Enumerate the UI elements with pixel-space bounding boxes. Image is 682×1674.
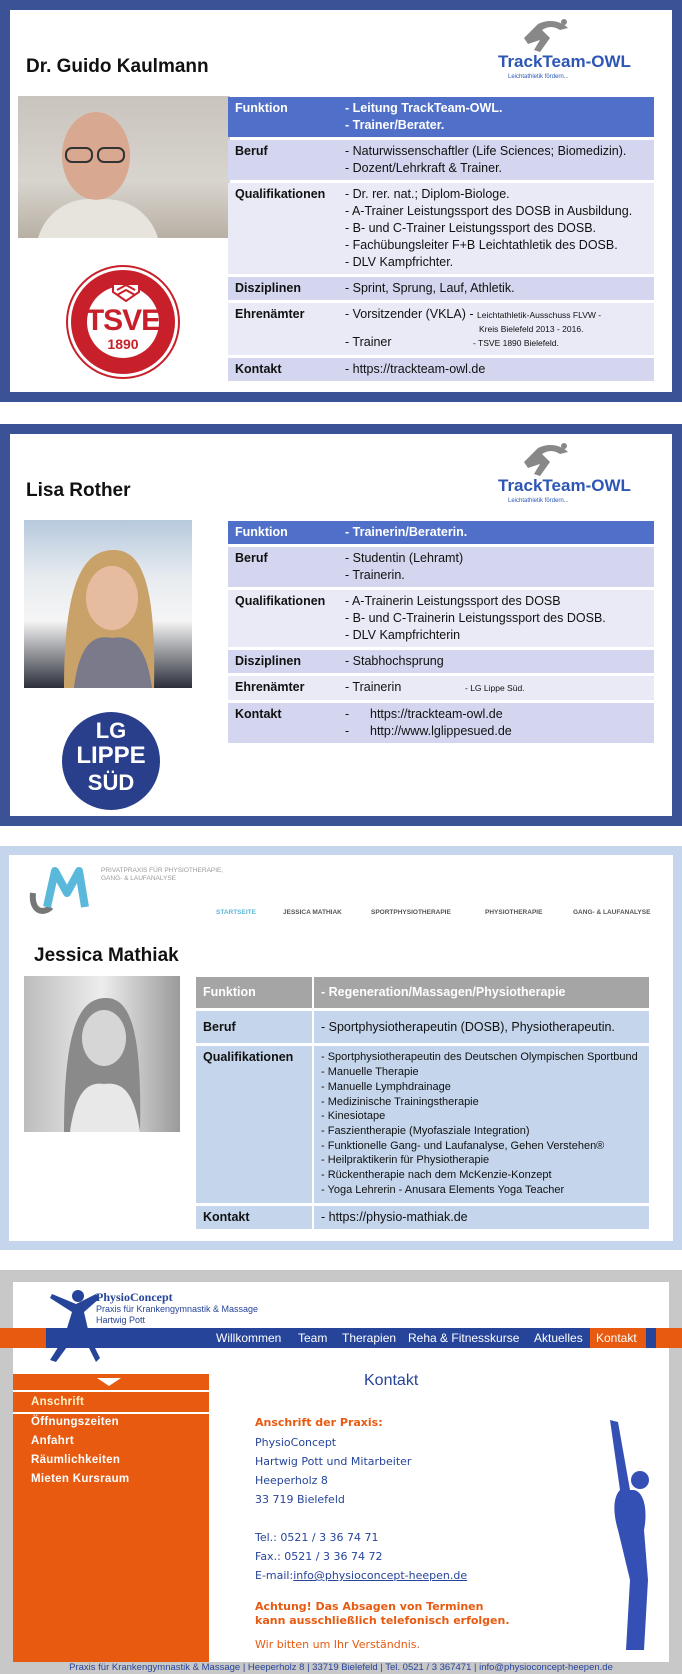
email-link[interactable]: info@physioconcept-heepen.de [293,1569,468,1582]
practice-label: PRIVATPRAXIS FÜR PHYSIOTHERAPIE, GANG- & LAUFANALYSE [101,867,224,882]
row-value: - https://trackteam-owl.de [338,358,654,381]
nav-willkommen[interactable]: Willkommen [216,1331,282,1345]
address-title: Anschrift der Praxis: [255,1416,383,1429]
row-funktion [228,521,654,544]
email-row: E-mail:info@physioconcept-heepen.de [255,1569,468,1582]
sidebar-item-mieten-kursraum[interactable]: Mieten Kursraum [31,1473,130,1485]
profile-photo [24,520,192,688]
nav-physiotherapie[interactable]: PHYSIOTHERAPIE [485,909,543,916]
footer-text: Praxis für Krankengymnastik & Massage | Heeperholz 8 | 33719 Bielefeld | Tel. 0521 / 3 367471 | info@physioconcept-heepen.de [69,1662,613,1673]
profile-photo [18,96,230,238]
row-key: Ehrenämter [228,676,338,700]
info-table [196,974,649,1232]
row-value: - Sportphysiotherapeutin (DOSB), Physiotherapeutin. [314,1011,649,1044]
row-value [338,703,654,743]
row-kontakt [228,703,654,743]
nav-therapien[interactable]: Therapien [342,1331,397,1345]
row-key: Qualifikationen [228,183,338,274]
contact-link[interactable]: - http://www.lglippesued.de [345,724,512,738]
row-key: Kontakt [228,703,338,743]
row-value: - Naturwissenschaftler (Life Sciences; Biomedizin). - Dozent/Lehrkraft & Trainer. [338,140,654,180]
jumping-figure-icon [42,1288,102,1364]
profile-name: Lisa Rother [26,480,131,501]
row-disziplinen [228,650,654,673]
sidebar-item-anfahrt[interactable]: Anfahrt [31,1435,74,1447]
row-value: - Dr. rer. nat.; Diplom-Biologe. - A-Trainer Leistungssport des DOSB in Ausbildung. - B- und C-Trainer Leistungssport des DOSB. - Fachübungsleiter F+B Leichtathletik des DOSB. - DLV Kampfrichter. [338,183,654,274]
sidebar-item-raeumlichkeiten[interactable]: Räumlichkeiten [31,1454,121,1466]
profile-card-lisa [0,424,682,826]
tagline-owner: Hartwig Pott [96,1315,146,1325]
row-key: Qualifikationen [228,590,338,647]
row-ehrenaemter [228,676,654,700]
contact-link[interactable]: - https://physio-mathiak.de [314,1206,649,1229]
row-key: Funktion [228,97,338,137]
nav-jessica-mathiak[interactable]: JESSICA MATHIAK [283,909,342,916]
row-key: Ehrenämter [228,303,338,355]
row-value: - Leitung TrackTeam-OWL. - Trainer/Berater. [338,97,654,137]
row-value: - A-Trainerin Leistungssport des DOSB - B- und C-Trainerin Leistungssport des DOSB. - DLV Kampfrichterin [338,590,654,647]
warning-text: Achtung! Das Absagen von Terminen [255,1600,484,1613]
trackteam-logo [490,442,640,512]
sidebar-item-oeffnungszeiten[interactable]: Öffnungszeiten [31,1416,119,1428]
row-value: - Regeneration/Massagen/Physiotherapie [314,977,649,1008]
nav-kontakt[interactable]: Kontakt [596,1331,637,1345]
physioconcept-page [0,1270,682,1674]
row-kontakt [196,1206,649,1229]
row-qualifikationen [228,590,654,647]
sidebar [13,1374,209,1662]
tsve-club-logo [68,267,178,377]
row-ehrenaemter [228,303,654,355]
profile-card-jessica [0,846,682,1250]
row-value: - Vorsitzender (VKLA) - Leichtathletik-Ausschuss FLVW - Kreis Bielefeld 2013 - 2016. - Trainer - TSVE 1890 Bielefeld. [338,303,654,355]
tsve-year: 1890 [107,336,139,352]
phone: Tel.: 0521 / 3 36 74 71 [255,1531,379,1544]
row-key: Kontakt [196,1206,314,1229]
person-silhouette [24,976,180,1132]
row-value: - Stabhochsprung [338,650,654,673]
row-beruf [228,547,654,587]
tsve-word: TSVE [85,304,161,337]
info-table [228,94,654,384]
row-kontakt [228,358,654,381]
thanks-text: Wir bitten um Ihr Verständnis. [255,1638,420,1651]
row-key: Qualifikationen [196,1046,314,1203]
row-value: - Trainerin/Beraterin. [338,521,654,544]
address-line: 33 719 Bielefeld [255,1493,345,1506]
tagline: Praxis für Krankengymnastik & Massage [96,1304,259,1314]
stretching-figure-icon [604,1420,674,1650]
trackteam-logo [490,18,640,88]
nav-team[interactable]: Team [298,1331,328,1345]
nav-aktuelles[interactable]: Aktuelles [534,1331,583,1345]
shield-icon [111,282,141,302]
row-value: - Trainerin - LG Lippe Süd. [338,676,654,700]
profile-card-guido [0,0,682,402]
address-line: Heeperholz 8 [255,1474,328,1487]
contact-link[interactable]: - https://trackteam-owl.de [345,707,503,721]
sidebar-item-anschrift[interactable]: Anschrift [31,1396,85,1408]
row-value: - Studentin (Lehramt) - Trainerin. [338,547,654,587]
nav-startseite[interactable]: STARTSEITE [216,909,256,916]
row-value: - Sprint, Sprung, Lauf, Athletik. [338,277,654,300]
row-key: Beruf [228,140,338,180]
person-silhouette [24,520,192,688]
row-beruf [196,1011,649,1044]
profile-name: Jessica Mathiak [34,945,179,966]
jm-logo [21,863,91,923]
row-key: Funktion [228,521,338,544]
main-nav [0,1328,682,1348]
logo-text: TrackTeam-OWL [498,476,631,495]
profile-name: Dr. Guido Kaulmann [26,56,209,77]
row-key: Disziplinen [228,650,338,673]
info-table [228,518,654,746]
row-funktion [228,97,654,137]
address-line: PhysioConcept [255,1436,337,1449]
row-key: Beruf [196,1011,314,1044]
row-key: Funktion [196,977,314,1008]
row-disziplinen [228,277,654,300]
warning-text: kann ausschließlich telefonisch erfolgen. [255,1614,510,1627]
logo-sub: Leichtathletik fördern... [508,498,569,504]
brand-name: PhysioConcept [96,1290,173,1304]
nav-sportphysiotherapie[interactable]: SPORTPHYSIOTHERAPIE [371,909,451,916]
lg-lippe-sued-logo: LG LIPPE SÜD [62,712,160,810]
logo-sub: Leichtathletik fördern... [508,74,569,80]
page-title: Kontakt [364,1372,419,1389]
chevron-down-icon [97,1378,121,1386]
nav-reha-fitnesskurse[interactable]: Reha & Fitnesskurse [408,1331,520,1345]
row-key: Disziplinen [228,277,338,300]
row-key: Kontakt [228,358,338,381]
row-value: - Sportphysiotherapeutin des Deutschen Olympischen Sportbund - Manuelle Therapie - Manuelle Lymphdrainage - Medizinische Trainingstherapie - Kinesiotape - Faszientherapie (Myofasziale Integration) - Funktionelle Gang- und Laufanalyse, Gehen Verstehen® - Heilpraktikerin für Physiotherapie - Rückentherapie nach dem McKenzie-Konzept - Yoga Lehrerin - Anusara Elements Yoga Teacher [314,1046,649,1203]
profile-photo [24,976,180,1132]
row-beruf [228,140,654,180]
nav-gang-laufanalyse[interactable]: GANG- & LAUFANALYSE [573,909,651,916]
fax: Fax.: 0521 / 3 36 74 72 [255,1550,383,1563]
row-qualifikationen [196,1046,649,1203]
person-silhouette [18,96,230,238]
address-line: Hartwig Pott und Mitarbeiter [255,1455,412,1468]
row-qualifikationen [228,183,654,274]
row-funktion [196,977,649,1008]
logo-text: TrackTeam-OWL [498,52,631,71]
row-key: Beruf [228,547,338,587]
